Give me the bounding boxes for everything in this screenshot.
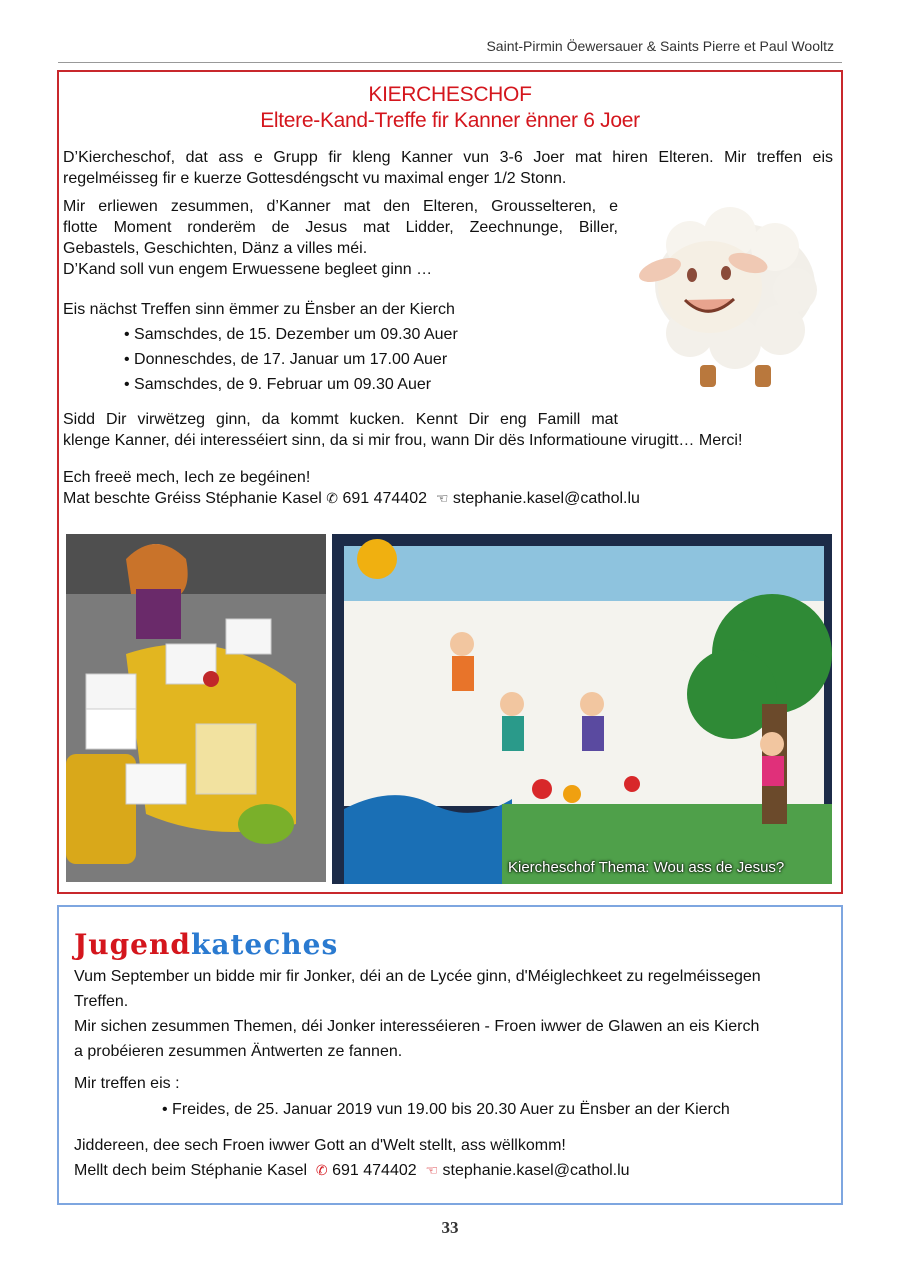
activities-line: flotte Moment ronderëm de Jesus mat Lidder, Zeechnunge, Biller, [63, 219, 618, 236]
kiercheschof-photo-left [66, 534, 326, 882]
intro-line: D’Kiercheschof, dat ass e Grupp fir kleng Kanner vun 3-6 Joer mat hiren Elteren. Mir treffen eis [63, 149, 833, 166]
header-rule [58, 62, 842, 63]
phone-number: 691 474402 [342, 490, 427, 507]
dates-intro: Eis nächst Treffen sinn ëmmer zu Ënsber an der Kierch [63, 301, 455, 318]
kiercheschof-title: KIERCHESCHOF [368, 83, 532, 106]
puppet-floor-illustration [66, 534, 326, 882]
dates-list [124, 322, 458, 397]
kiercheschof-photo-right [332, 534, 832, 884]
signature-name: Mat beschte Gréiss Stéphanie Kasel [63, 490, 322, 507]
page-number: 33 [441, 1218, 459, 1237]
activities-paragraph [63, 196, 618, 280]
intro-paragraph [63, 147, 833, 189]
invite-line: klenge Kanner, déi interesséiert sinn, da si mir frou, wann Dir dës Informatioune virugitt… Merci! [63, 432, 743, 449]
date-item: • Donneschdes, de 17. Januar um 17.00 Auer [124, 347, 458, 372]
closing-line: Ech freeë mech, Iech ze begéinen! [63, 469, 311, 486]
jugend-meet-date: • Freides, de 25. Januar 2019 vun 19.00 bis 20.30 Auer zu Ënsber an der Kierch [162, 1101, 730, 1118]
kiercheschof-subtitle: Eltere-Kand-Treffe fir Kanner ënner 6 Joer [260, 109, 640, 132]
jugend-meet-intro: Mir treffen eis : [74, 1075, 180, 1092]
invite-line: Sidd Dir virwëtzeg ginn, da kommt kucken. Kennt Dir eng Famill mat [63, 411, 618, 428]
jugend-line: Vum September un bidde mir fir Jonker, déi an de Lycée ginn, d'Méiglechkeet zu regelméissegen [74, 968, 761, 985]
jugend-date-text: Freides, de 25. Januar 2019 vun 19.00 bis 20.30 Auer zu Ënsber an der Kierch [172, 1101, 730, 1118]
photo-caption: Kiercheschof Thema: Wou ass de Jesus? [508, 859, 785, 876]
felt-board-illustration [332, 534, 832, 884]
jugend-phone: 691 474402 [332, 1162, 417, 1179]
mouse-icon: ☜ [425, 1163, 439, 1179]
jugend-title-part1: Jugend [74, 928, 191, 961]
date-item: • Samschdes, de 9. Februar um 09.30 Auer [124, 372, 458, 397]
page-header: Saint-Pirmin Öewersauer & Saints Pierre et Paul Wooltz [486, 38, 834, 54]
kiercheschof-heading [57, 82, 843, 134]
jugend-contact: Mellt dech beim Stéphanie Kasel [74, 1162, 308, 1179]
phone-icon: ✆ [326, 491, 338, 507]
activities-line: Mir erliewen zesummen, d’Kanner mat den Elteren, Grousselteren, e [63, 198, 618, 215]
jugend-title [74, 928, 338, 961]
jugend-line: Mir sichen zesummen Themen, déi Jonker interesséieren - Froen iwwer de Glawen an eis Kierch [74, 1018, 760, 1035]
jugend-title-part2: kateches [190, 928, 339, 961]
mouse-icon: ☜ [435, 491, 449, 507]
jugend-line: a probéieren zesummen Äntwerten ze fannen. [74, 1043, 403, 1060]
date-item: • Samschdes, de 15. Dezember um 09.30 Auer [124, 322, 458, 347]
sheep-image [630, 205, 820, 395]
jugend-contact-line [74, 1158, 630, 1184]
phone-icon: ✆ [315, 1163, 328, 1179]
jugend-email-link[interactable]: stephanie.kasel@cathol.lu [442, 1162, 630, 1179]
activities-line: Gebastels, Geschichten, Dänz a villes méi. [63, 240, 368, 257]
signature-line [63, 488, 640, 510]
jugend-welcome: Jiddereen, dee sech Froen iwwer Gott an d'Welt stellt, ass wëllkomm! [74, 1137, 566, 1154]
activities-line: D’Kand soll vun engem Erwuessene begleet ginn … [63, 261, 433, 278]
jugend-intro [74, 964, 761, 1064]
jugend-line: Treffen. [74, 993, 129, 1010]
email-link[interactable]: stephanie.kasel@cathol.lu [452, 490, 640, 507]
intro-line: regelméisseg fir e kuerze Gottesdéngscht vu maximal enger 1/2 Stonn. [63, 170, 567, 187]
invite-paragraph [63, 409, 833, 451]
closing-paragraph [63, 467, 640, 510]
jugend-closing [74, 1133, 630, 1184]
